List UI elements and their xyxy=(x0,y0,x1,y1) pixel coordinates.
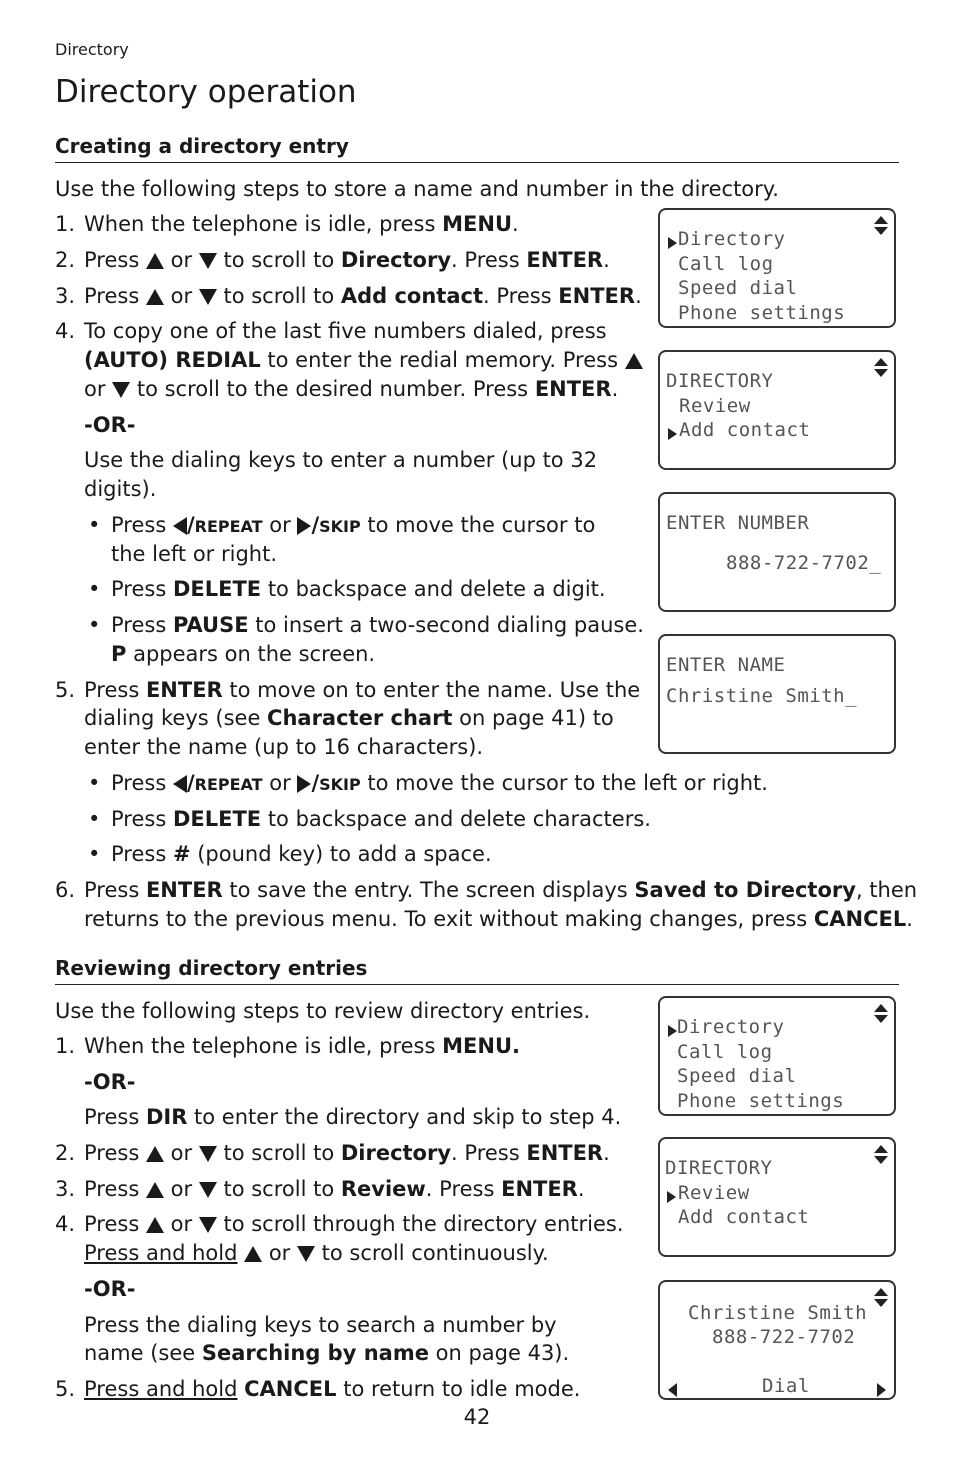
scroll-indicator-icon xyxy=(874,216,888,238)
review-step-5: Press and hold CANCEL to return to idle mode. xyxy=(84,1377,581,1401)
step-number: 2. xyxy=(55,1141,76,1165)
scroll-indicator-icon xyxy=(874,358,888,380)
lcd-line: Phone settings xyxy=(677,1090,845,1112)
p-symbol: P xyxy=(111,642,127,666)
section-heading-reviewing: Reviewing directory entries xyxy=(55,956,368,980)
menu-key: MENU. xyxy=(442,1034,520,1058)
review-step-4-alt-line-2: name (see Searching by name on page 43). xyxy=(84,1341,570,1365)
selection-pointer-icon xyxy=(668,237,677,249)
lcd-screen-menu-2 xyxy=(658,996,896,1116)
step-4-line-3: or to scroll to the desired number. Press ENTER. xyxy=(84,377,619,401)
lcd-line: Speed dial xyxy=(677,1065,797,1087)
lcd-line: Call log xyxy=(678,253,774,275)
directory-term: Directory xyxy=(340,248,452,272)
press-and-hold-term: Press and hold xyxy=(84,1377,238,1401)
bullet-pause-line-1: Press PAUSE to insert a two-second dialing pause. xyxy=(111,613,644,637)
step-4-line-1: To copy one of the last five numbers dialed, press xyxy=(84,319,607,343)
repeat-key: REPEAT xyxy=(194,517,263,536)
review-step-1-alt: Press DIR to enter the directory and skip to step 4. xyxy=(84,1105,622,1129)
step-4-alt-line-2: digits). xyxy=(84,477,157,501)
step-6-line-2: returns to the previous menu. To exit without making changes, press CANCEL. xyxy=(84,907,913,931)
bullet: • xyxy=(88,613,101,637)
cancel-key: CANCEL xyxy=(813,907,907,931)
down-arrow-icon xyxy=(199,1217,217,1233)
left-arrow-icon xyxy=(668,1383,677,1397)
scroll-indicator-icon xyxy=(874,1145,888,1167)
step-2: Press or to scroll to Directory. Press ENTER. xyxy=(84,248,610,272)
up-arrow-icon xyxy=(146,1146,164,1162)
up-arrow-icon xyxy=(146,1217,164,1233)
down-arrow-icon xyxy=(112,382,130,398)
lcd-screen-menu xyxy=(658,208,896,328)
pause-key: PAUSE xyxy=(172,613,249,637)
bullet: • xyxy=(88,513,101,537)
saved-message: Saved to Directory xyxy=(634,878,856,902)
page-title: Directory operation xyxy=(55,74,357,110)
lcd-line: Add contact xyxy=(679,419,811,441)
up-arrow-icon xyxy=(146,253,164,269)
press-and-hold-term: Press and hold xyxy=(84,1241,238,1265)
up-arrow-icon xyxy=(625,353,643,369)
review-step-4-alt-line-1: Press the dialing keys to search a number by xyxy=(84,1313,557,1337)
lcd-line: ENTER NAME xyxy=(666,654,786,676)
step-6-line-1: Press ENTER to save the entry. The screen displays Saved to Directory, then xyxy=(84,878,918,902)
bullet: • xyxy=(88,577,101,601)
bullet: • xyxy=(88,771,101,795)
bullet-delete: Press DELETE to backspace and delete a digit. xyxy=(111,577,606,601)
bullet-space: Press # (pound key) to add a space. xyxy=(111,842,492,866)
lcd-line: Phone settings xyxy=(678,302,846,324)
menu-key: MENU xyxy=(442,212,512,236)
breadcrumb: Directory xyxy=(55,40,129,59)
step-3: Press or to scroll to Add contact. Press ENTER. xyxy=(84,284,642,308)
review-step-4-line-1: Press or to scroll through the directory entries. xyxy=(84,1212,624,1236)
step-number: 3. xyxy=(55,284,76,308)
enter-key: ENTER xyxy=(145,878,223,902)
lcd-number: 888-722-7702_ xyxy=(726,552,882,574)
repeat-key: REPEAT xyxy=(194,775,263,794)
step-number: 4. xyxy=(55,1212,76,1236)
right-arrow-icon xyxy=(297,775,311,793)
step-number: 4. xyxy=(55,319,76,343)
selection-pointer-icon xyxy=(668,428,677,440)
lcd-line: Review xyxy=(679,395,751,417)
bullet: • xyxy=(88,807,101,831)
step-number: 5. xyxy=(55,678,76,702)
review-term: Review xyxy=(340,1177,426,1201)
right-arrow-icon xyxy=(297,517,311,535)
lcd-screen-enter-name xyxy=(658,634,896,754)
review-step-1: When the telephone is idle, press MENU. xyxy=(84,1034,520,1058)
enter-key: ENTER xyxy=(145,678,223,702)
delete-key: DELETE xyxy=(172,577,262,601)
enter-key: ENTER xyxy=(501,1177,578,1201)
step-number: 1. xyxy=(55,1034,76,1058)
down-arrow-icon xyxy=(297,1246,315,1262)
down-arrow-icon xyxy=(199,1182,217,1198)
bullet-delete-chars: Press DELETE to backspace and delete characters. xyxy=(111,807,651,831)
enter-key: ENTER xyxy=(534,377,612,401)
step-4-alt-line-1: Use the dialing keys to enter a number (up to 32 xyxy=(84,448,598,472)
selection-pointer-icon xyxy=(668,1025,677,1037)
lcd-line: Directory xyxy=(677,1016,785,1038)
lcd-line: Call log xyxy=(677,1041,773,1063)
directory-term: Directory xyxy=(340,1141,452,1165)
step-1: When the telephone is idle, press MENU. xyxy=(84,212,519,236)
bullet-cursor-line-1: Press /REPEAT or /SKIP to move the cursor to xyxy=(111,513,596,537)
right-arrow-icon xyxy=(877,1383,886,1397)
page-number: 42 xyxy=(463,1405,491,1429)
lcd-line: DIRECTORY xyxy=(665,1157,773,1179)
down-arrow-icon xyxy=(199,1146,217,1162)
skip-key: SKIP xyxy=(319,775,361,794)
up-arrow-icon xyxy=(244,1246,262,1262)
section-heading-creating: Creating a directory entry xyxy=(55,134,349,158)
or-separator: -OR- xyxy=(84,413,136,437)
up-arrow-icon xyxy=(146,289,164,305)
section-rule xyxy=(55,162,899,163)
review-step-2: Press or to scroll to Directory. Press ENTER. xyxy=(84,1141,610,1165)
up-arrow-icon xyxy=(146,1182,164,1198)
lcd-screen-directory-review xyxy=(658,1137,896,1257)
lcd-entry-name: Christine Smith xyxy=(688,1302,868,1324)
enter-key: ENTER xyxy=(526,248,604,272)
step-number: 5. xyxy=(55,1377,76,1401)
lcd-screen-enter-number xyxy=(658,492,896,612)
delete-key: DELETE xyxy=(172,807,262,831)
scroll-indicator-icon xyxy=(874,1004,888,1026)
bullet-cursor-line-2: the left or right. xyxy=(111,542,278,566)
step-number: 2. xyxy=(55,248,76,272)
cancel-key: CANCEL xyxy=(244,1377,337,1401)
selection-pointer-icon xyxy=(667,1191,676,1203)
lcd-entry-number: 888-722-7702 xyxy=(712,1326,856,1348)
pound-key: # xyxy=(172,842,191,866)
enter-key: ENTER xyxy=(558,284,636,308)
add-contact-term: Add contact xyxy=(340,284,483,308)
lcd-line: Directory xyxy=(678,228,786,250)
enter-key: ENTER xyxy=(526,1141,604,1165)
intro-text: Use the following steps to store a name and number in the directory. xyxy=(55,177,779,201)
lcd-line: Speed dial xyxy=(678,277,798,299)
lcd-line: Review xyxy=(678,1182,750,1204)
left-arrow-icon xyxy=(173,775,187,793)
redial-key: (AUTO) REDIAL xyxy=(84,348,261,372)
review-step-3: Press or to scroll to Review. Press ENTER. xyxy=(84,1177,585,1201)
step-5-line-1: Press ENTER to move on to enter the name. Use the xyxy=(84,678,641,702)
bullet-pause-line-2: P appears on the screen. xyxy=(111,642,376,666)
scroll-indicator-icon xyxy=(874,1288,888,1310)
character-chart-ref: Character chart xyxy=(267,706,453,730)
step-number: 6. xyxy=(55,878,76,902)
lcd-screen-entry xyxy=(658,1280,896,1400)
lcd-entry-action: Dial xyxy=(762,1375,810,1397)
searching-ref: Searching by name xyxy=(201,1341,429,1365)
or-separator: -OR- xyxy=(84,1070,136,1094)
down-arrow-icon xyxy=(199,289,217,305)
step-number: 3. xyxy=(55,1177,76,1201)
step-4-line-2: (AUTO) REDIAL to enter the redial memory. Press xyxy=(84,346,643,375)
skip-key: SKIP xyxy=(319,517,361,536)
left-arrow-icon xyxy=(173,517,187,535)
lcd-name: Christine Smith_ xyxy=(666,685,858,707)
intro-text-2: Use the following steps to review directory entries. xyxy=(55,999,591,1023)
review-step-4-line-2: Press and hold or to scroll continuously. xyxy=(84,1241,549,1265)
bullet-cursor-name: Press /REPEAT or /SKIP to move the cursor to the left or right. xyxy=(111,771,768,795)
lcd-line: DIRECTORY xyxy=(666,370,774,392)
step-number: 1. xyxy=(55,212,76,236)
section-rule xyxy=(55,984,899,985)
bullet: • xyxy=(88,842,101,866)
step-5-line-2: dialing keys (see Character chart on page 41) to xyxy=(84,706,614,730)
lcd-line: Add contact xyxy=(678,1206,810,1228)
lcd-line: ENTER NUMBER xyxy=(666,512,810,534)
down-arrow-icon xyxy=(199,253,217,269)
dir-key: DIR xyxy=(145,1105,188,1129)
step-5-line-3: enter the name (up to 16 characters). xyxy=(84,735,484,759)
or-separator: -OR- xyxy=(84,1277,136,1301)
lcd-screen-directory-add xyxy=(658,350,896,470)
